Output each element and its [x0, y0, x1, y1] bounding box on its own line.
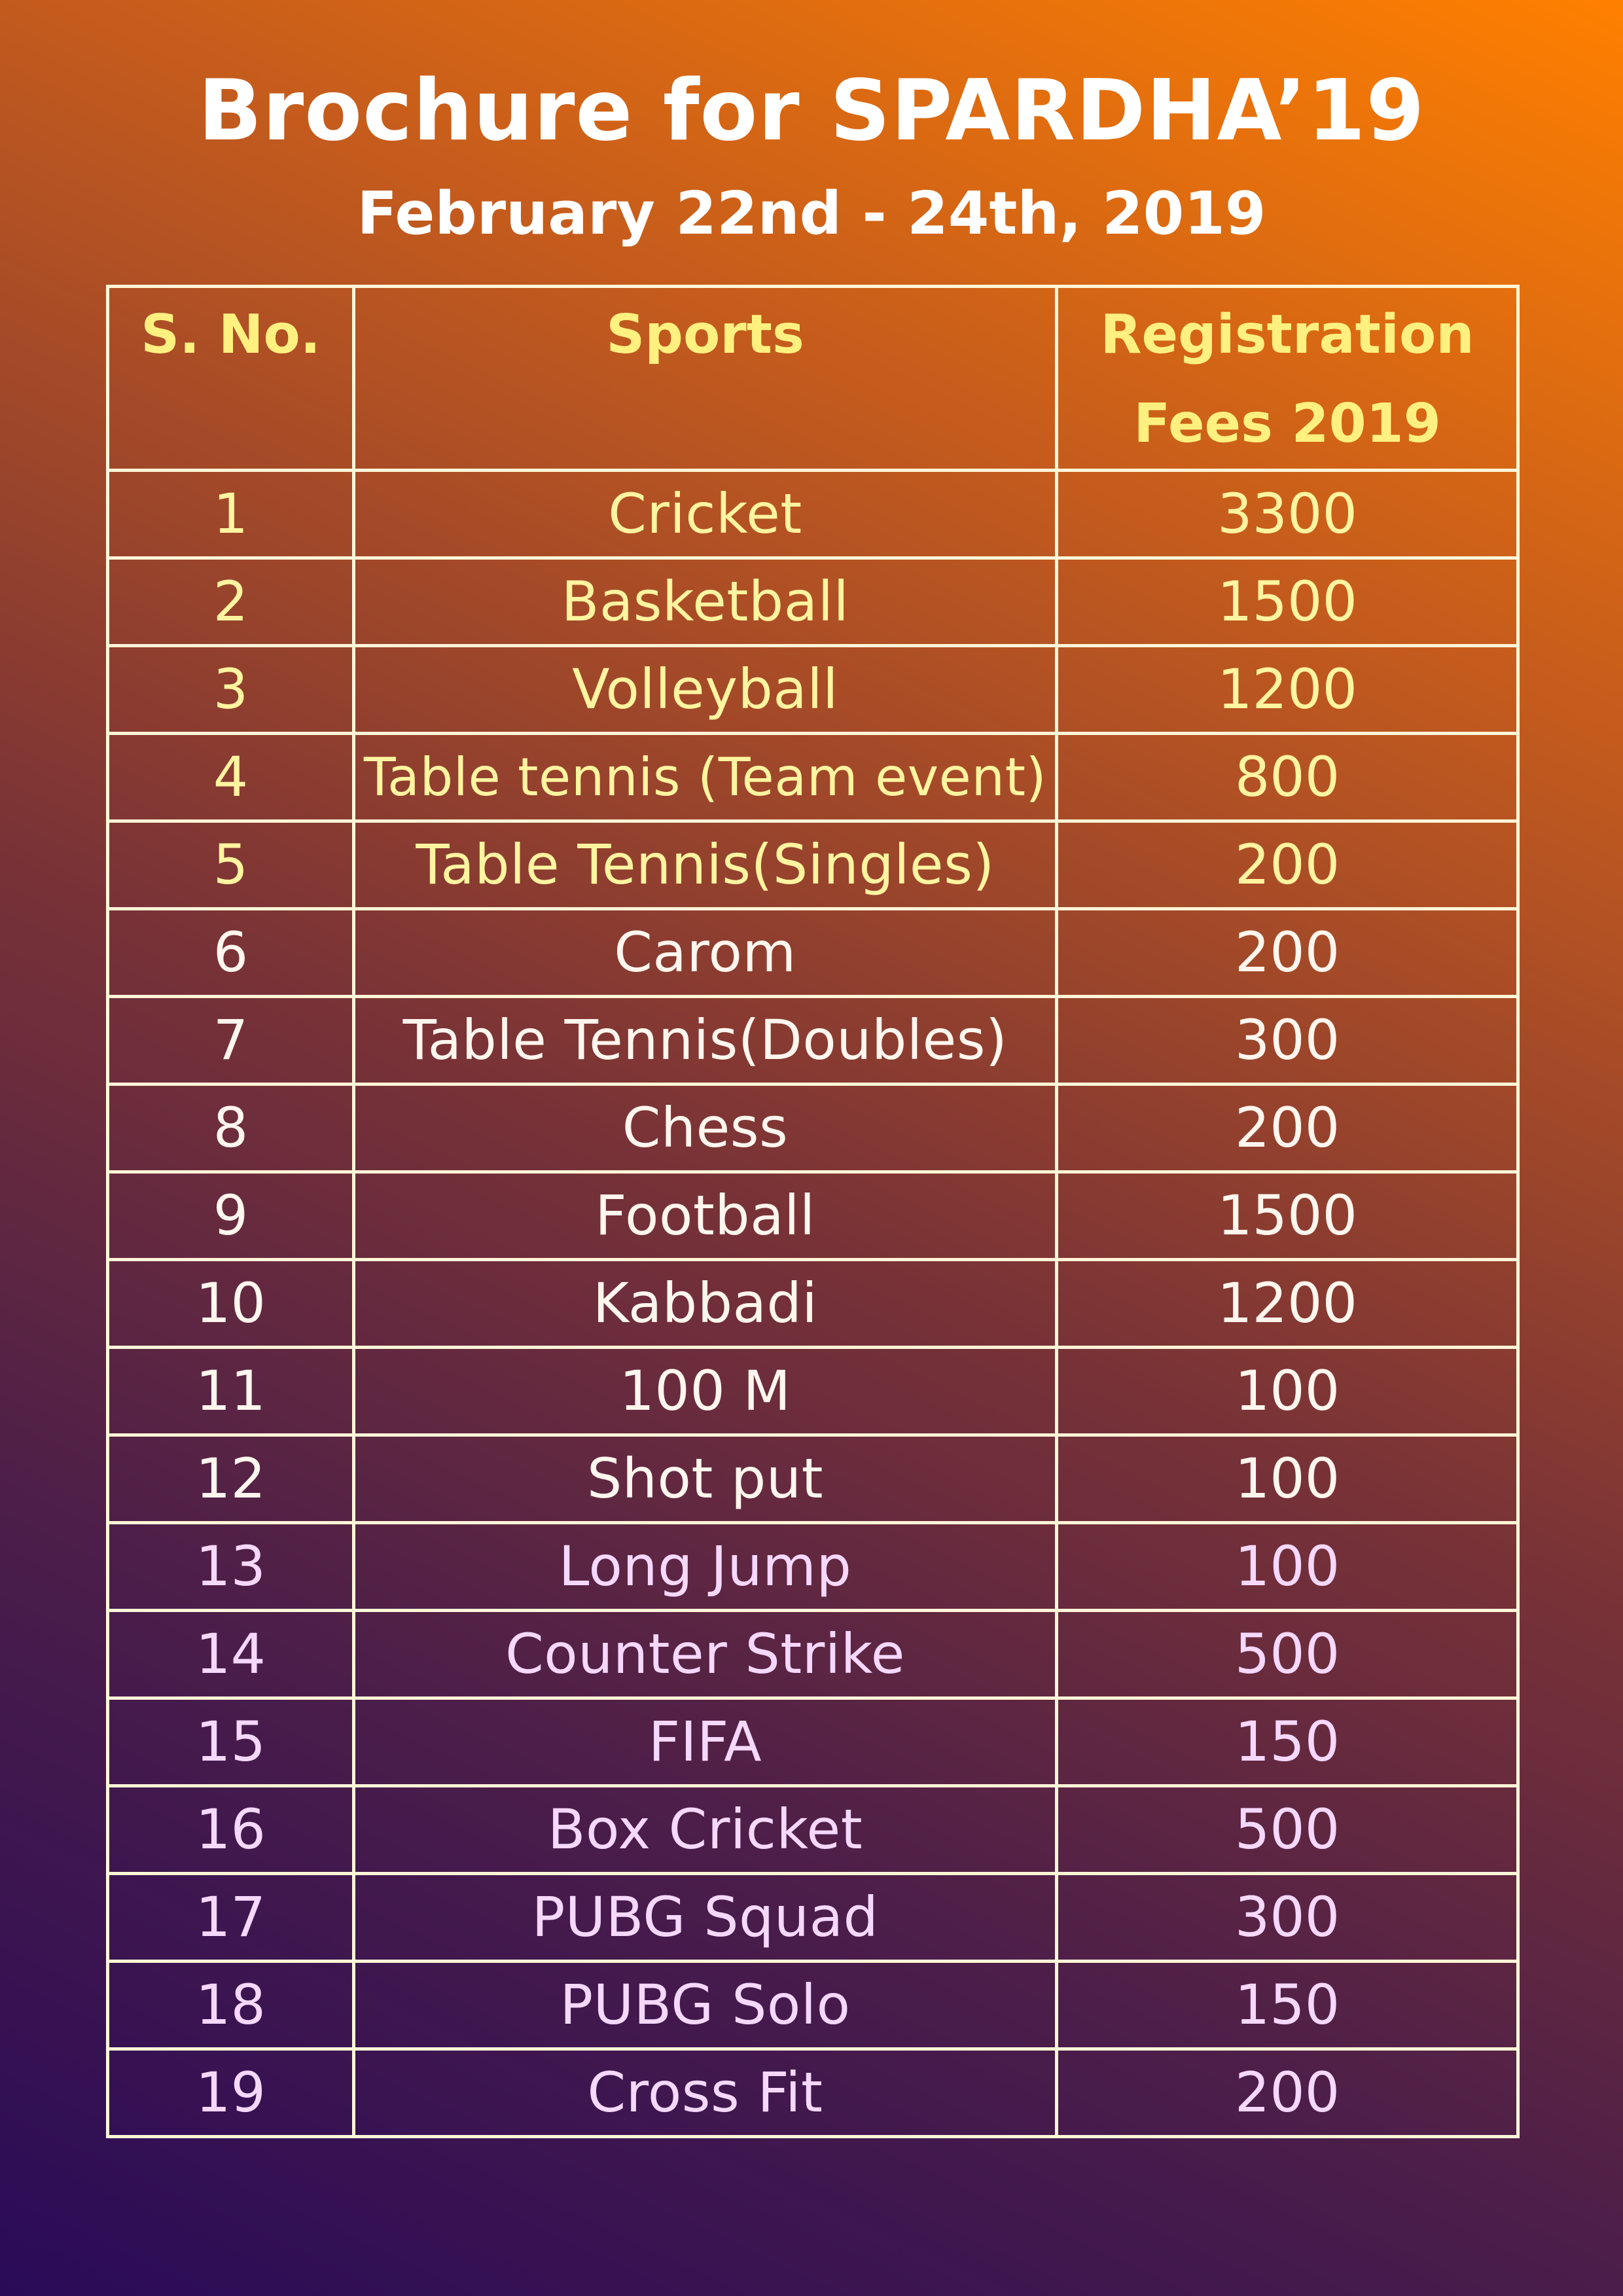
fee-cell: 100 — [1057, 1348, 1518, 1435]
table-row — [108, 1874, 1518, 1962]
sno-cell: 14 — [108, 1611, 354, 1698]
table-row — [108, 1348, 1518, 1435]
table-row — [108, 1962, 1518, 2049]
sno-cell: 6 — [108, 909, 354, 997]
fee-cell: 800 — [1057, 734, 1518, 821]
fee-cell: 1200 — [1057, 646, 1518, 734]
fee-cell: 1500 — [1057, 1172, 1518, 1260]
table-row — [108, 1611, 1518, 1698]
sno-cell: 1 — [108, 471, 354, 558]
sport-cell: Table Tennis(Doubles) — [354, 997, 1057, 1085]
fee-cell: 100 — [1057, 1523, 1518, 1611]
table-row — [108, 1435, 1518, 1523]
column-header-fees — [1057, 287, 1518, 471]
sport-cell: FIFA — [354, 1698, 1057, 1786]
sport-cell: Volleyball — [354, 646, 1057, 734]
fee-cell: 300 — [1057, 997, 1518, 1085]
table-row — [108, 997, 1518, 1085]
table-row — [108, 1786, 1518, 1874]
column-header-fees-line1: Registration — [1100, 304, 1474, 366]
event-dates: February 22nd - 24th, 2019 — [357, 179, 1266, 248]
fee-cell: 200 — [1057, 821, 1518, 909]
sno-cell: 18 — [108, 1962, 354, 2049]
table-row — [108, 1523, 1518, 1611]
table-row — [108, 821, 1518, 909]
sport-cell: Counter Strike — [354, 1611, 1057, 1698]
table-row — [108, 1085, 1518, 1172]
sport-cell: PUBG Squad — [354, 1874, 1057, 1962]
sno-cell: 13 — [108, 1523, 354, 1611]
fee-cell: 500 — [1057, 1611, 1518, 1698]
table-row — [108, 909, 1518, 997]
sport-cell: Chess — [354, 1085, 1057, 1172]
sport-cell: Box Cricket — [354, 1786, 1057, 1874]
sport-cell: Table tennis (Team event) — [354, 734, 1057, 821]
sno-cell: 3 — [108, 646, 354, 734]
sport-cell: Kabbadi — [354, 1260, 1057, 1348]
sno-cell: 10 — [108, 1260, 354, 1348]
sport-cell: Cricket — [354, 471, 1057, 558]
fee-cell: 100 — [1057, 1435, 1518, 1523]
sno-cell: 9 — [108, 1172, 354, 1260]
sno-cell: 15 — [108, 1698, 354, 1786]
fee-cell: 3300 — [1057, 471, 1518, 558]
fee-cell: 150 — [1057, 1962, 1518, 2049]
sport-cell: Basketball — [354, 558, 1057, 646]
column-header-sno: S. No. — [108, 287, 354, 471]
sport-cell: Shot put — [354, 1435, 1057, 1523]
fee-cell: 200 — [1057, 909, 1518, 997]
table-row — [108, 471, 1518, 558]
table-row — [108, 1172, 1518, 1260]
sno-cell: 16 — [108, 1786, 354, 1874]
sport-cell: Cross Fit — [354, 2049, 1057, 2137]
fee-cell: 200 — [1057, 1085, 1518, 1172]
table-row — [108, 734, 1518, 821]
table-row — [108, 1260, 1518, 1348]
sno-cell: 2 — [108, 558, 354, 646]
sport-cell: 100 M — [354, 1348, 1057, 1435]
table-row — [108, 2049, 1518, 2137]
sport-cell: Carom — [354, 909, 1057, 997]
sno-cell: 4 — [108, 734, 354, 821]
sport-cell: Long Jump — [354, 1523, 1057, 1611]
sno-cell: 11 — [108, 1348, 354, 1435]
sport-cell: Football — [354, 1172, 1057, 1260]
column-header-sports: Sports — [354, 287, 1057, 471]
sno-cell: 7 — [108, 997, 354, 1085]
table-row — [108, 1698, 1518, 1786]
column-header-fees-line2: Fees 2019 — [1133, 393, 1441, 455]
fee-cell: 1500 — [1057, 558, 1518, 646]
sno-cell: 5 — [108, 821, 354, 909]
sno-cell: 8 — [108, 1085, 354, 1172]
fee-cell: 300 — [1057, 1874, 1518, 1962]
sno-cell: 12 — [108, 1435, 354, 1523]
sport-cell: PUBG Solo — [354, 1962, 1057, 2049]
fee-cell: 1200 — [1057, 1260, 1518, 1348]
registration-fees-table — [106, 285, 1520, 2138]
fee-cell: 150 — [1057, 1698, 1518, 1786]
fee-cell: 200 — [1057, 2049, 1518, 2137]
sport-cell: Table Tennis(Singles) — [354, 821, 1057, 909]
table-row — [108, 558, 1518, 646]
table-header-row — [108, 287, 1518, 471]
fee-cell: 500 — [1057, 1786, 1518, 1874]
page-title: Brochure for SPARDHA’19 — [198, 62, 1425, 160]
sno-cell: 17 — [108, 1874, 354, 1962]
sno-cell: 19 — [108, 2049, 354, 2137]
table-row — [108, 646, 1518, 734]
